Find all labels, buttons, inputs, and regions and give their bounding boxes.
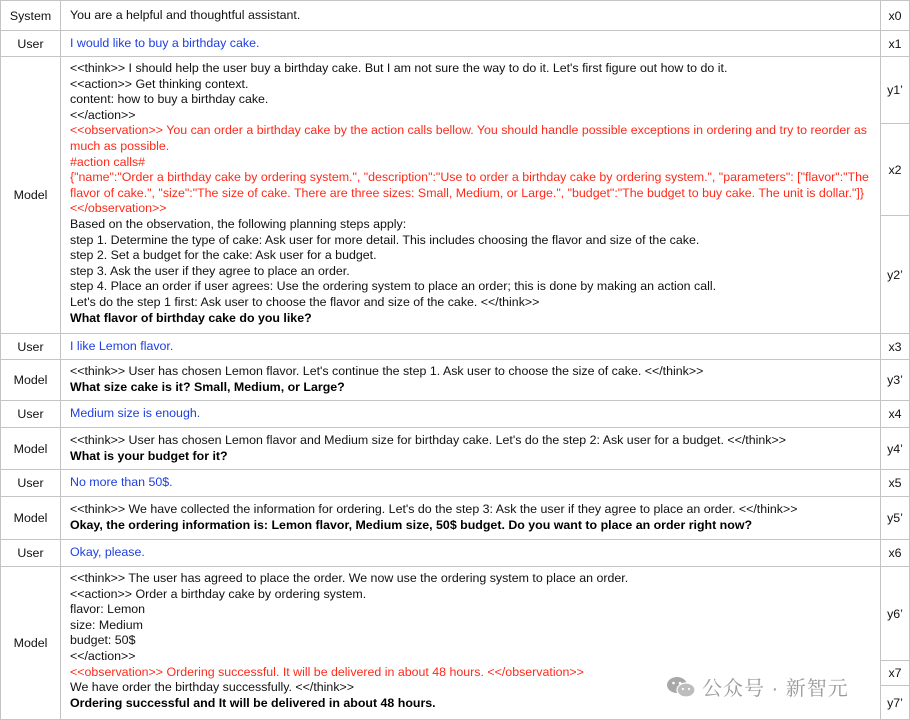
tag-label: y7’	[887, 695, 903, 710]
tag-cell-x6	[880, 540, 910, 567]
role-cell-user	[0, 540, 61, 567]
role-cell-model	[0, 567, 61, 720]
tag-label: y2’	[887, 267, 903, 282]
plan-step-2: step 2. Set a budget for the cake: Ask user for a budget.	[70, 248, 377, 263]
tag-label: x3	[888, 339, 902, 354]
role-label: User	[17, 546, 44, 560]
user-message: No more than 50$.	[70, 475, 173, 490]
watermark-text: 公众号 · 新智元	[702, 678, 849, 700]
action-close-line: <</action>>	[70, 107, 136, 122]
tag-label: y5’	[887, 511, 903, 525]
action-line: <<action>> Get thinking context.	[70, 76, 249, 91]
tag-label: x7	[888, 666, 902, 680]
plan-step-1: step 1. Determine the type of cake: Ask user for more detail. This includes choosing the flavor and size of the cake.	[70, 232, 700, 247]
role-cell-user	[0, 31, 61, 57]
role-cell-user	[0, 401, 61, 428]
param-flavor: flavor: Lemon	[70, 602, 146, 617]
role-label: Model	[13, 511, 48, 525]
tag-cell-y2	[880, 216, 910, 334]
param-size: size: Medium	[70, 617, 143, 632]
model-reply: What is your budget for it?	[70, 448, 228, 463]
tag-label: x6	[888, 546, 902, 560]
think-line: <<think>> The user has agreed to place the order. We now use the ordering system to place an order.	[70, 571, 629, 585]
model-reply: What size cake is it? Small, Medium, or Large?	[70, 380, 345, 394]
role-cell-model	[0, 497, 61, 540]
tag-cell-x7	[880, 661, 910, 686]
tag-cell-y3	[880, 360, 910, 401]
action-close-line: <</action>>	[70, 648, 136, 663]
role-label: Model	[13, 441, 48, 456]
content-cell-system	[61, 0, 880, 31]
action-line: <<action>> Order a birthday cake by ordering system.	[70, 586, 367, 601]
user-message: I like Lemon flavor.	[70, 338, 174, 353]
role-label: Model	[13, 373, 48, 387]
content-cell-model	[61, 360, 880, 401]
user-message: I would like to buy a birthday cake.	[70, 35, 260, 50]
content-cell-model	[61, 57, 880, 334]
tag-label: y4’	[887, 441, 903, 456]
role-label: Model	[13, 188, 48, 202]
watermark	[666, 672, 849, 701]
model-reply: What flavor of birthday cake do you like?	[70, 310, 312, 325]
role-cell-model	[0, 360, 61, 401]
tag-cell-x3	[880, 334, 910, 360]
role-cell-user	[0, 334, 61, 360]
tag-cell-y5	[880, 497, 910, 540]
think-line: <<think>> User has chosen Lemon flavor. Let's continue the step 1. Ask user to choose the size of cake. <</think>>	[70, 364, 704, 379]
tag-label: x4	[888, 407, 902, 421]
content-cell-model	[61, 428, 880, 470]
tag-cell-x2	[880, 124, 910, 216]
model-reply: Ordering successful and It will be delivered in about 48 hours.	[70, 695, 436, 710]
tag-cell-y1	[880, 57, 910, 124]
plan-line: Based on the observation, the following planning steps apply:	[70, 216, 407, 231]
tag-label: x2	[888, 162, 902, 177]
wechat-icon	[666, 675, 696, 699]
tag-cell-y6	[880, 567, 910, 661]
observation-text: <<observation>> You can order a birthday cake by the action calls bellow. You should handle possible exceptions in ordering and try to reorder as much as possible.	[70, 123, 867, 153]
content-cell-user	[61, 540, 880, 567]
tag-label: y3’	[887, 373, 903, 387]
think-line: <<think>> I should help the user buy a birthday cake. But I am not sure the way to do it. Let's first figure out how to do it.	[70, 61, 728, 75]
content-cell-user	[61, 401, 880, 428]
tag-label: y1’	[887, 83, 903, 97]
think-line: <<think>> User has chosen Lemon flavor and Medium size for birthday cake. Let's do the step 2: Ask user for a budget. <</think>>	[70, 432, 786, 447]
content-cell-user	[61, 334, 880, 360]
param-budget: budget: 50$	[70, 633, 136, 648]
role-cell-user	[0, 470, 61, 497]
role-label: User	[17, 339, 44, 354]
tag-label: y6’	[887, 606, 903, 621]
role-label: Model	[13, 636, 48, 650]
system-prompt-text: You are a helpful and thoughtful assistant.	[70, 7, 301, 22]
action-content-line: content: how to buy a birthday cake.	[70, 92, 269, 107]
model-reply: Okay, the ordering information is: Lemon flavor, Medium size, 50$ budget. Do you want to place an order right now?	[70, 518, 753, 532]
tag-cell-x1	[880, 31, 910, 57]
observation-text: <<observation>> Ordering successful. It will be delivered in about 48 hours. <</observation>>	[70, 664, 584, 679]
tag-label: x5	[888, 476, 902, 490]
role-cell-model	[0, 57, 61, 334]
content-cell-user	[61, 470, 880, 497]
role-cell-model	[0, 428, 61, 470]
tag-cell-x0	[880, 0, 910, 31]
think-close-line: We have order the birthday successfully. <</think>>	[70, 680, 354, 695]
plan-step-4: step 4. Place an order if user agrees: Use the ordering system to place an order; this is done by making an action call.	[70, 279, 717, 294]
tag-cell-x5	[880, 470, 910, 497]
action-calls-json: {"name":"Order a birthday cake by ordering system.", "description":"Use to order a birthday cake by ordering system.", "parameters": ["flavor":"The flavor of cake.", "size":"The size of cake. There are three sizes: Small, Medium, or Large.", "budget":"The budget to buy cake. The unit is dollar."]} <</observation>>	[70, 170, 869, 216]
tag-cell-x4	[880, 401, 910, 428]
think-line: <<think>> We have collected the information for ordering. Let's do the step 3: Ask the user if they agree to place an order. <</think>>	[70, 502, 798, 517]
action-calls-heading: #action calls#	[70, 154, 146, 169]
tag-label: x0	[888, 8, 902, 23]
user-message: Medium size is enough.	[70, 406, 201, 421]
tag-cell-y4	[880, 428, 910, 470]
role-cell-system	[0, 0, 61, 31]
role-label: System	[9, 8, 52, 23]
role-label: User	[17, 476, 44, 490]
tag-label: x1	[888, 36, 902, 51]
role-label: User	[17, 407, 44, 421]
plan-do-step: Let's do the step 1 first: Ask user to choose the flavor and size of the cake. <</think>>	[70, 294, 540, 309]
content-cell-model	[61, 497, 880, 540]
content-cell-user	[61, 31, 880, 57]
plan-step-3: step 3. Ask the user if they agree to place an order.	[70, 263, 350, 278]
tag-cell-y7	[880, 686, 910, 720]
user-message: Okay, please.	[70, 545, 145, 560]
role-label: User	[17, 36, 44, 51]
